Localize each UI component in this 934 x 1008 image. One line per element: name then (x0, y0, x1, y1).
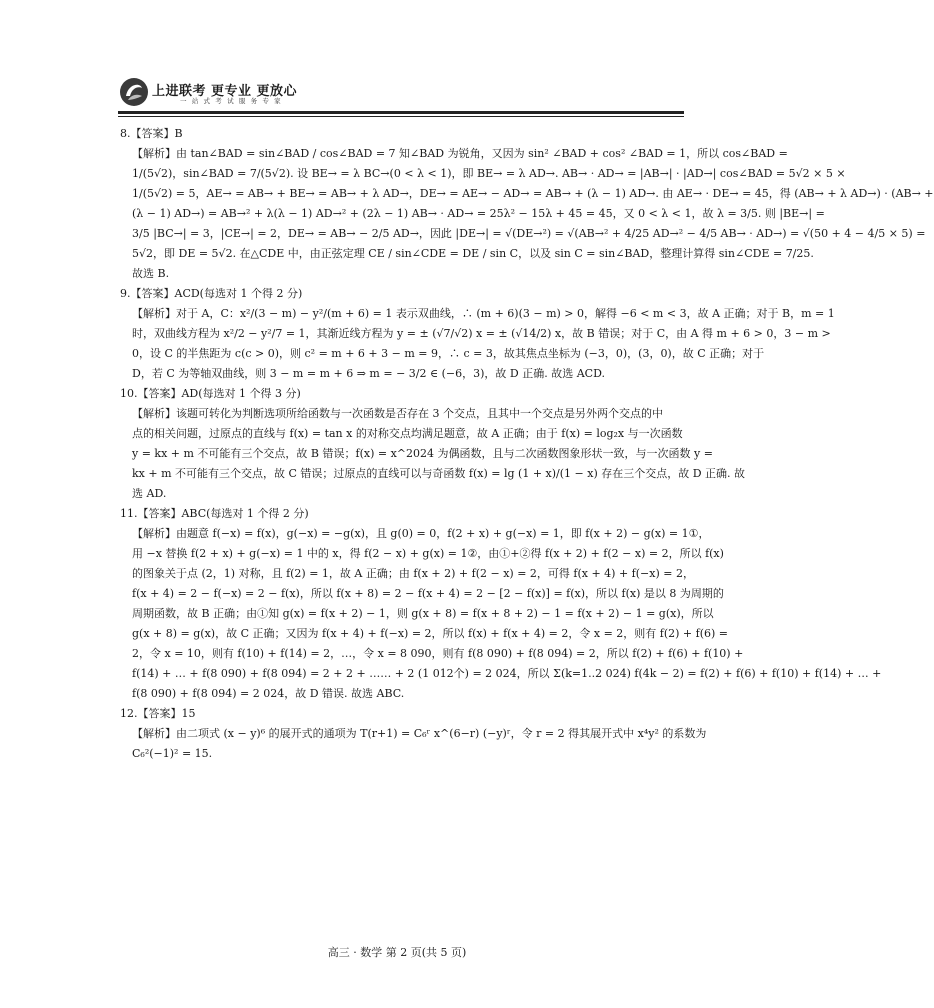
q12-line-1: 【解析】由二项式 (x − y)⁶ 的展开式的通项为 T(r+1) = C₆ʳ x^(6−r) (−y)ʳ，令 r = 2 得其展开式中 x⁴y² 的系数为 (132, 727, 707, 740)
q11-line-2: 用 −x 替换 f(2 + x) + g(−x) = 1 中的 x，得 f(2 − x) + g(x) = 1②，由①+②得 f(x + 2) + f(2 − x) = 2，所以 f(x) (132, 547, 724, 560)
q11-line-8: f(14) + … + f(8 090) + f(8 094) = 2 + 2 + …… + 2 (1 012个) = 2 024，所以 Σ(k=1..2 024) f(4k − 2) = f(2) + f(6) + f(10) + f(14) + … + (132, 667, 882, 680)
q9-explanation (132, 304, 835, 384)
q8-answer: 8.【答案】B (120, 127, 183, 140)
q10-line-5: 选 AD. (132, 487, 167, 500)
q8-line-3: 1/(5√2) = 5，AE→ = AB→ + BE→ = AB→ + λ AD→，DE→ = AE→ − AD→ = AB→ + (λ − 1) AD→. 由 AE→ · DE→ = 45，得 (AB→ + λ AD→) · (AB→ + (132, 187, 934, 200)
q11-line-1: 【解析】由题意 f(−x) = f(x)，g(−x) = −g(x)，且 g(0) = 0，f(2 + x) + g(−x) = 1，即 f(x + 2) − g(x) = 1①， (132, 527, 710, 540)
q8-line-7: 故选 B. (132, 267, 170, 280)
q10-line-1: 【解析】该题可转化为判断选项所给函数与一次函数是否存在 3 个交点，且其中一个交点是另外两个交点的中 (132, 407, 663, 420)
q10-line-4: kx + m 不可能有三个交点，故 C 错误；过原点的直线可以与奇函数 f(x) = lg (1 + x)/(1 − x) 存在三个交点，故 D 正确. 故 (132, 467, 746, 480)
q9-answer: 9.【答案】ACD(每选对 1 个得 2 分) (120, 287, 303, 300)
q8-line-2: 1/(5√2)，sin∠BAD = 7/(5√2). 设 BE→ = λ BC→(0 < λ < 1)，即 BE→ = λ AD→. AB→ · AD→ = |AB→| · |AD→| cos∠BAD = 5√2 × 5 × (132, 167, 846, 180)
q12-line-2: C₆²(−1)² = 15. (132, 747, 213, 760)
brand-name: 上进联考 更专业 更放心 (152, 84, 298, 99)
header-rule-thin (118, 116, 684, 117)
header-rule (118, 111, 684, 114)
q11-line-3: 的图象关于点 (2，1) 对称，且 f(2) = 1，故 A 正确；由 f(x + 2) + f(2 − x) = 2，可得 f(x + 4) + f(−x) = 2， (132, 567, 694, 580)
q12-explanation (132, 724, 707, 764)
q8-line-6: 5√2，即 DE = 5√2. 在△CDE 中，由正弦定理 CE / sin∠CDE = DE / sin C，以及 sin C = sin∠BAD，整理计算得 sin∠CDE = 7/25. (132, 247, 814, 260)
q11-line-5: 周期函数，故 B 正确；由①知 g(x) = f(x + 2) − 1，则 g(x + 8) = f(x + 8 + 2) − 1 = f(x + 2) − 1 = g(x)，所以 (132, 607, 714, 620)
q8-explanation (132, 144, 934, 284)
q10-explanation (132, 404, 746, 504)
brand-tagline: 一 站 式 考 试 服 务 专 家 (180, 97, 283, 105)
solutions-body (120, 124, 934, 764)
q11-line-6: g(x + 8) = g(x)，故 C 正确；又因为 f(x + 4) + f(−x) = 2，所以 f(x) + f(x + 4) = 2，令 x = 2，则有 f(2) + f(6) = (132, 627, 729, 640)
brand-logo-icon (118, 76, 150, 108)
q9-line-3: 0，设 C 的半焦距为 c(c > 0)，则 c² = m + 6 + 3 − m = 9，∴ c = 3，故其焦点坐标为 (−3，0)，(3，0)，故 C 正确；对于 (132, 347, 765, 360)
q10-line-3: y = kx + m 不可能有三个交点，故 B 错误；f(x) = x^2024 为偶函数，且与二次函数图象形状一致，与一次函数 y = (132, 447, 713, 460)
page-footer: 高三 · 数学 第 2 页(共 5 页) (327, 946, 467, 959)
q9-line-2: 时，双曲线方程为 x²/2 − y²/7 = 1，其渐近线方程为 y = ± (√7/√2) x = ± (√14/2) x，故 B 错误；对于 C，由 A 得 m + 6 > 0，3 − m > (132, 327, 831, 340)
q8-line-4: (λ − 1) AD→) = AB→² + λ(λ − 1) AD→² + (2λ − 1) AB→ · AD→ = 25λ² − 15λ + 45 = 45，又 0 < λ < 1，故 λ = 3/5. 则 |BE→| = (132, 207, 825, 220)
q8-line-1: 【解析】由 tan∠BAD = sin∠BAD / cos∠BAD = 7 知∠BAD 为锐角，又因为 sin² ∠BAD + cos² ∠BAD = 1，所以 cos∠BAD = (132, 147, 788, 160)
q11-line-9: f(8 090) + f(8 094) = 2 024，故 D 错误. 故选 ABC. (132, 687, 405, 700)
q9-line-4: D，若 C 为等轴双曲线，则 3 − m = m + 6 ⇒ m = − 3/2 ∈ (−6，3)，故 D 正确. 故选 ACD. (132, 367, 605, 380)
q11-line-4: f(x + 4) = 2 − f(−x) = 2 − f(x)，所以 f(x + 8) = 2 − f(x + 4) = 2 − [2 − f(x)] = f(x)，所以 f(x) 是以 8 为周期的 (132, 587, 724, 600)
q12-answer: 12.【答案】15 (120, 707, 196, 720)
q11-line-7: 2，令 x = 10，则有 f(10) + f(14) = 2，…，令 x = 8 090，则有 f(8 090) + f(8 094) = 2，所以 f(2) + f(6) + f(10) + (132, 647, 744, 660)
q10-line-2: 点的相关问题，过原点的直线与 f(x) = tan x 的对称交点均满足题意，故 A 正确；由于 f(x) = log₂x 与一次函数 (132, 427, 683, 440)
q11-explanation (132, 524, 882, 704)
q8-line-5: 3/5 |BC→| = 3，|CE→| = 2，DE→ = AB→ − 2/5 AD→，因此 |DE→| = √(DE→²) = √(AB→² + 4/25 AD→² − 4/5 AB→ · AD→) = √(50 + 4 − 4/5 × 5) = (132, 227, 926, 240)
page-header (118, 76, 684, 110)
q11-answer: 11.【答案】ABC(每选对 1 个得 2 分) (120, 507, 309, 520)
q10-answer: 10.【答案】AD(每选对 1 个得 3 分) (120, 387, 301, 400)
q9-line-1: 【解析】对于 A，C：x²/(3 − m) − y²/(m + 6) = 1 表示双曲线，∴ (m + 6)(3 − m) > 0，解得 −6 < m < 3，故 A 正确；对于 B，m = 1 (132, 307, 835, 320)
